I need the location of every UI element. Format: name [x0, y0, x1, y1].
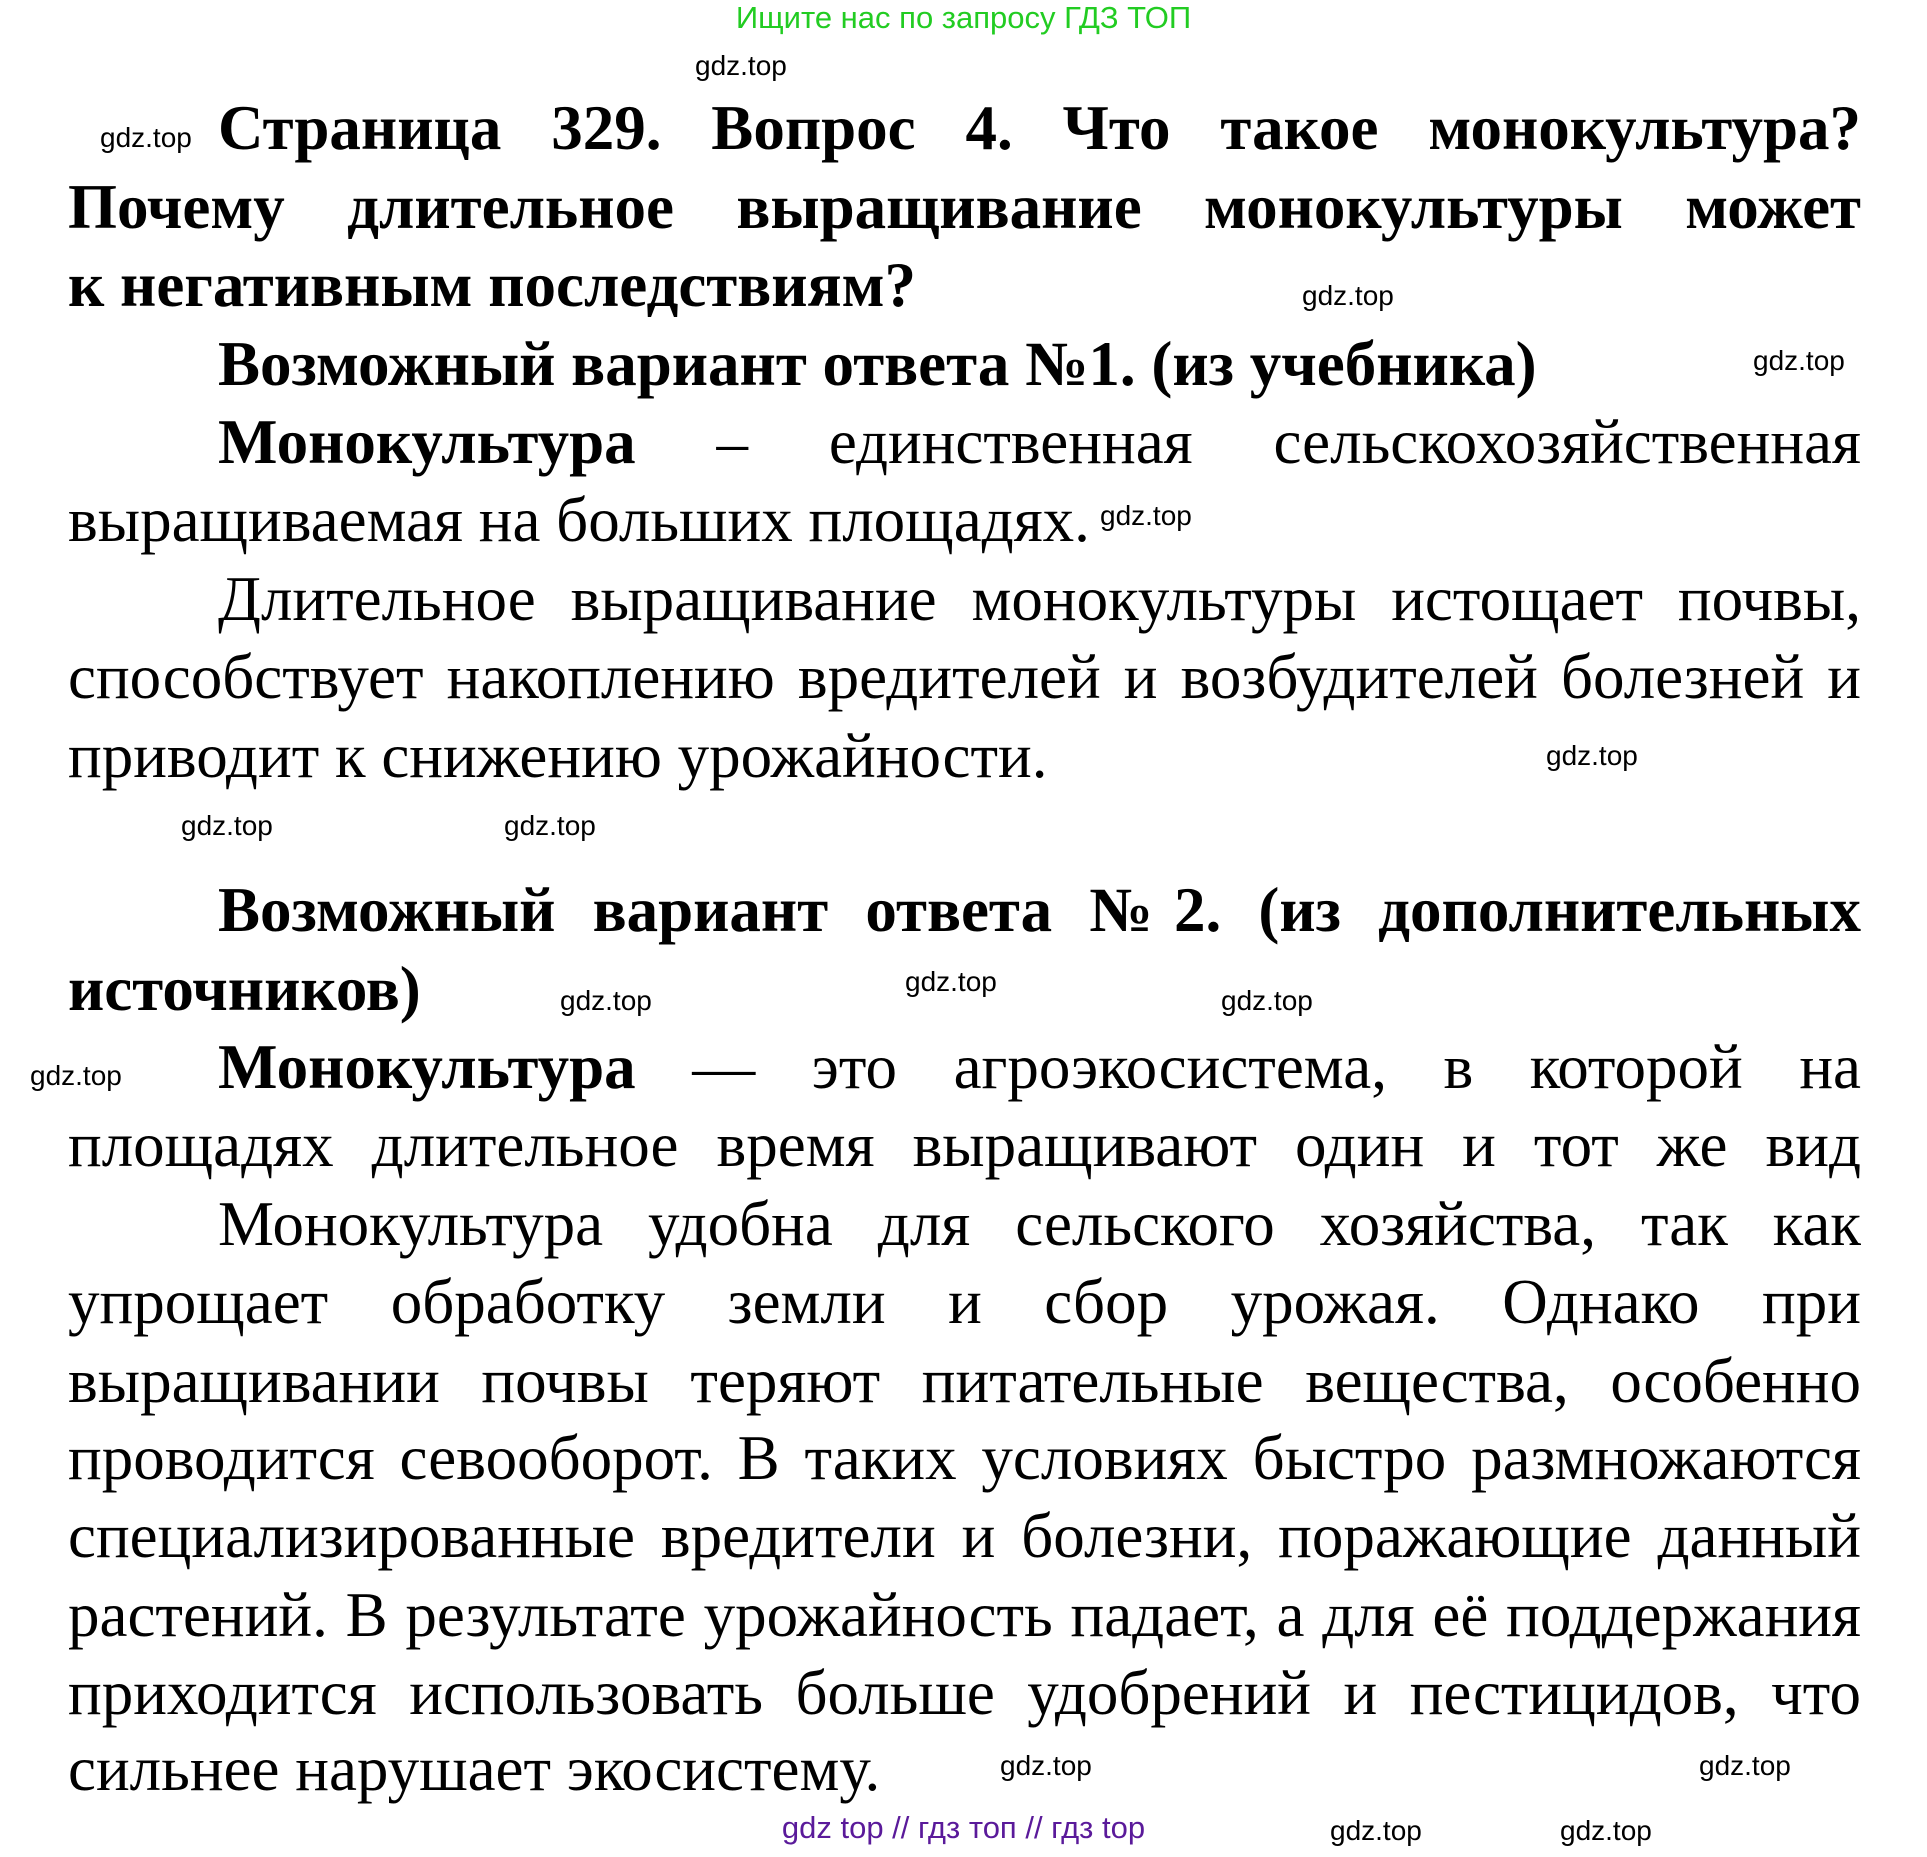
text-segment: растений. В результате урожайность падает, а для её поддержания: [68, 1580, 1861, 1650]
footer-links: gdz top // гдз топ // гдз top: [781, 1810, 1146, 1845]
text-segment: Монокультура удобна для сельского хозяйства, так как: [218, 1189, 1861, 1259]
heading-line: [68, 168, 1861, 246]
text-segment: Страница 329. Вопрос 4. Что такое монокультура?: [218, 93, 1861, 163]
watermark-text: gdz.top: [30, 1060, 122, 1091]
text-segment: приходится использовать больше удобрений и пестицидов, что: [68, 1658, 1861, 1728]
paragraph-line: [68, 1419, 1861, 1497]
heading-line: [218, 325, 1861, 403]
text-segment: площадях длительное время выращивают один и тот же вид: [68, 1110, 1861, 1180]
paragraph-line: [68, 1263, 1861, 1341]
text-segment: способствует накоплению вредителей и возбудителей болезней и: [68, 642, 1861, 712]
heading-line: [218, 89, 1861, 167]
watermark-text: gdz.top: [504, 810, 596, 841]
text-segment: – единственная сельскохозяйственная: [716, 407, 1861, 477]
paragraph-line: [68, 1730, 1861, 1808]
watermark-text: gdz.top: [1546, 740, 1638, 771]
watermark-text: gdz.top: [1100, 500, 1192, 531]
text-segment: Длительное выращивание монокультуры истощает почвы,: [218, 564, 1861, 634]
text-segment: Почему длительное выращивание монокультуры может: [68, 172, 1861, 242]
watermark-text: gdz.top: [905, 966, 997, 997]
watermark-text: gdz.top: [1699, 1750, 1791, 1781]
watermark-text: gdz.top: [1221, 985, 1313, 1016]
text-segment: — это агроэкосистема, в которой на: [692, 1032, 1861, 1102]
paragraph-line: [68, 1106, 1861, 1184]
paragraph-line: [68, 481, 1861, 559]
text-segment: Возможный вариант ответа №1. (из учебника): [218, 329, 1537, 399]
paragraph-line: [68, 1497, 1861, 1575]
watermark-text: gdz.top: [560, 985, 652, 1016]
watermark-text: gdz.top: [1560, 1815, 1652, 1846]
term-bold: Монокультура: [218, 1032, 636, 1102]
term-bold: Монокультура: [218, 407, 636, 477]
paragraph-line: [218, 560, 1861, 638]
paragraph-line: [218, 1185, 1861, 1263]
search-banner: Ищите нас по запросу ГДЗ ТОП: [735, 0, 1192, 35]
text-segment: проводится севооборот. В таких условиях быстро размножаются: [68, 1423, 1861, 1493]
watermark-text: gdz.top: [1753, 345, 1845, 376]
heading-line: [218, 871, 1861, 949]
text-segment: выращиваемая на больших площадях.: [68, 485, 1090, 555]
watermark-text: gdz.top: [181, 810, 273, 841]
paragraph-line: [68, 638, 1861, 716]
text-segment: специализированные вредители и болезни, поражающие данный: [68, 1501, 1861, 1571]
text-segment: Возможный вариант ответа №2. (из дополнительных: [218, 875, 1861, 945]
paragraph-line: [68, 1342, 1861, 1420]
watermark-text: gdz.top: [100, 122, 192, 153]
heading-line: [68, 246, 1861, 324]
paragraph-line: [68, 1654, 1861, 1732]
text-segment: приводит к снижению урожайности.: [68, 721, 1048, 791]
text-segment: выращивании почвы теряют питательные вещества, особенно: [68, 1346, 1861, 1416]
watermark-text: gdz.top: [695, 50, 787, 81]
text-segment: упрощает обработку земли и сбор урожая. Однако при: [68, 1267, 1861, 1337]
watermark-text: gdz.top: [1000, 1750, 1092, 1781]
watermark-text: gdz.top: [1330, 1815, 1422, 1846]
text-segment: к негативным последствиям?: [68, 250, 917, 320]
paragraph-line: [218, 403, 1861, 481]
paragraph-line: [218, 1028, 1861, 1106]
watermark-text: gdz.top: [1302, 280, 1394, 311]
text-segment: источников): [68, 954, 421, 1024]
paragraph-line: [68, 1576, 1861, 1654]
text-segment: сильнее нарушает экосистему.: [68, 1734, 881, 1804]
